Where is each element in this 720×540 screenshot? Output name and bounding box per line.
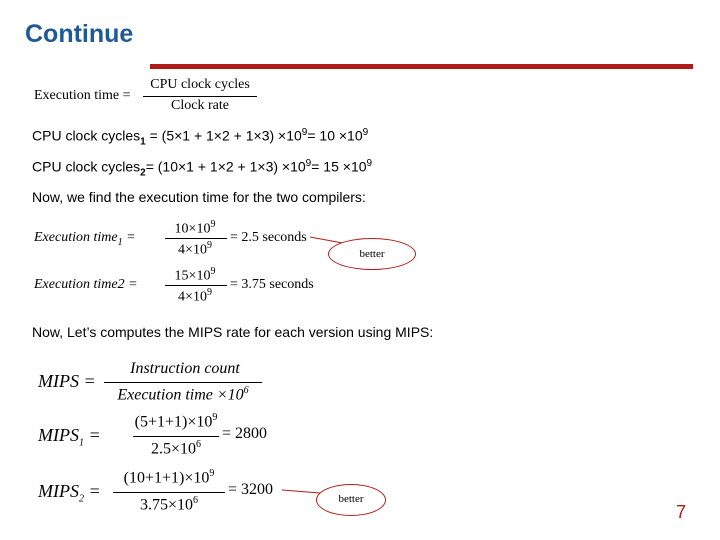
mips2-num: $(10+1+1)\times 10^9$ xyxy=(123,468,215,487)
exec2-lhs: Execution time2 = xyxy=(34,277,138,292)
exec1-num: $10\times 10^9$ xyxy=(174,219,216,237)
now-mips-text: Now, Let’s computes the MIPS rate for each version using MIPS: xyxy=(32,324,434,340)
exec-formula-den: Clock rate xyxy=(171,98,229,113)
mips1-lhs: $MIPS_1$ = xyxy=(38,425,101,449)
mips1-result: = 2800 xyxy=(222,425,268,442)
mips-bar xyxy=(104,382,262,383)
exec1-bar xyxy=(165,238,227,239)
exec-formula-num: CPU clock cycles xyxy=(150,77,250,92)
exec2-den: $4\times 10^9$ xyxy=(178,287,212,305)
callout1: better xyxy=(328,238,416,270)
exec2-result: = 3.75 seconds xyxy=(230,277,314,292)
mips2-den: $3.75\times 10^6$ xyxy=(139,495,199,514)
mips2-result: = 3200 xyxy=(228,481,274,498)
exec1-den: $4\times 10^9$ xyxy=(178,240,212,258)
exec-formula-lhs: Execution time = xyxy=(34,88,131,103)
title-rule xyxy=(150,64,693,69)
mips-num: Instruction count xyxy=(130,360,240,377)
exec1-result: = 2.5 seconds xyxy=(230,230,307,245)
mips1-den: $2.5\times 10^6$ xyxy=(150,439,202,458)
page-number: 7 xyxy=(676,502,687,522)
exec1-lhs: Execution time$_1$ = xyxy=(34,230,136,248)
cycles2-line: CPU clock cycles$_2$= $(10\times 1 + 1\times 2 + 1\times 3) \times 10^9= 15 \times 10^9$ xyxy=(32,158,373,179)
mips1-num: $(5+1+1)\times 10^9$ xyxy=(134,412,218,431)
callout2: better xyxy=(316,484,386,516)
exec2-bar xyxy=(165,285,227,286)
mips2-bar xyxy=(113,492,225,493)
mips-lhs: MIPS = xyxy=(38,371,96,391)
mips1-bar xyxy=(133,436,219,437)
exec2-num: $15\times 10^9$ xyxy=(174,266,216,284)
mips2-lhs: $MIPS_2$ = xyxy=(38,481,101,505)
slide-title: Continue xyxy=(25,20,134,48)
cycles1-line: CPU clock cycles$_1$ = $(5\times 1 + 1\times 2 + 1\times 3) \times 10^9= 10 \times 10^9$ xyxy=(32,127,369,148)
mips-den: Execution time $\times 10^6$ xyxy=(117,385,249,404)
exec-formula-bar xyxy=(143,96,257,97)
now-exec-text: Now, we find the execution time for the two compilers: xyxy=(32,189,366,205)
